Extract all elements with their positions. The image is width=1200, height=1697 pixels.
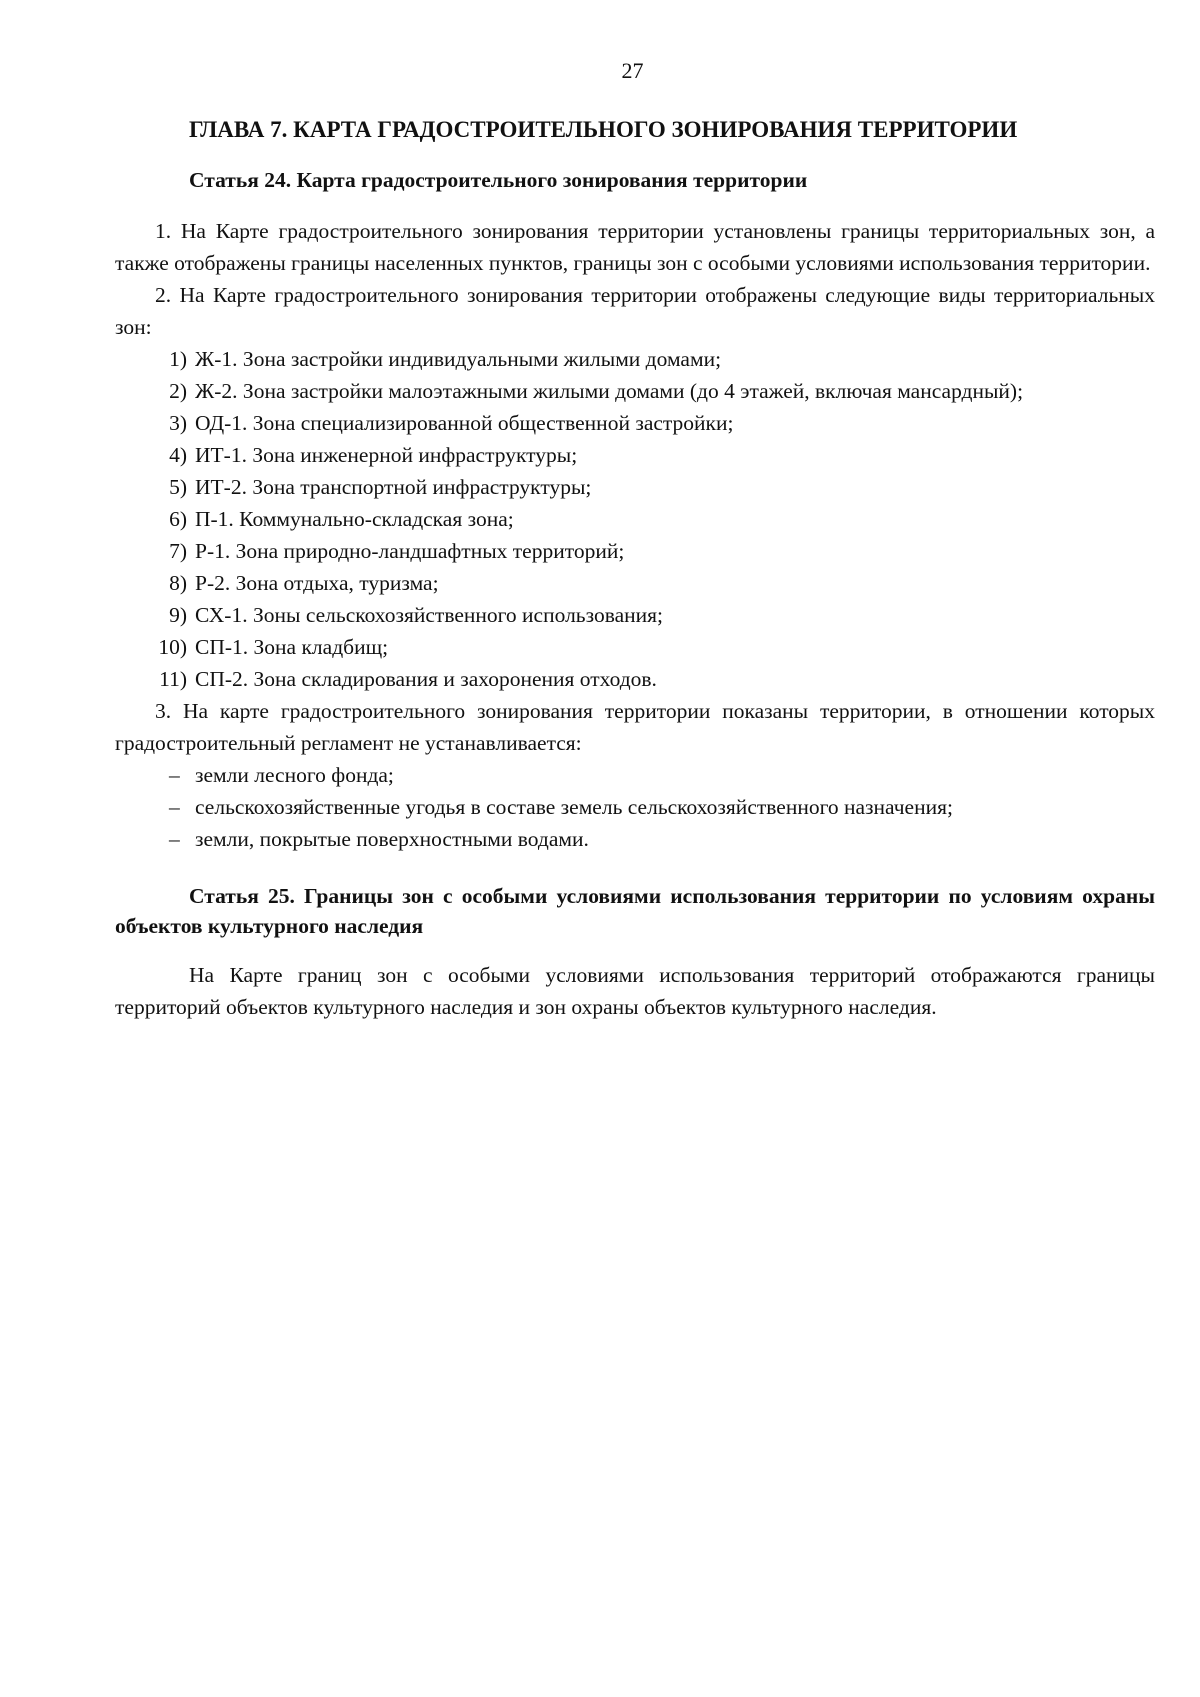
list-item-text: земли лесного фонда;: [195, 763, 394, 787]
article-25-title: Статья 25. Границы зон с особыми условиями использования территории по условиям охраны объектов культурного наследия: [115, 884, 1155, 938]
list-item-number: 11): [159, 667, 187, 691]
list-item-number: 1): [169, 347, 187, 371]
list-item-text: ИТ-1. Зона инженерной инфраструктуры;: [195, 443, 578, 467]
list-item-number: 7): [169, 539, 187, 563]
list-item-text: СП-2. Зона складирования и захоронения отходов.: [195, 667, 657, 691]
article-25-paragraph: На Карте границ зон с особыми условиями использования территорий отображаются границы территорий объектов культурного наследия и зон охраны объектов культурного наследия.: [115, 963, 1155, 1019]
list-item: [115, 567, 1155, 599]
list-item-number: 3): [169, 411, 187, 435]
list-item: [115, 343, 1155, 375]
excluded-lands-list: [115, 759, 1155, 855]
list-item-number: 2): [169, 379, 187, 403]
list-item-text: П-1. Коммунально-складская зона;: [195, 507, 514, 531]
list-item-number: 10): [158, 635, 187, 659]
page-content: [115, 115, 1155, 1023]
list-item: [115, 407, 1155, 439]
list-item-number: 5): [169, 475, 187, 499]
list-item: [115, 823, 1155, 855]
list-item: [115, 663, 1155, 695]
list-item-text: Ж-2. Зона застройки малоэтажными жилыми домами (до 4 этажей, включая мансардный);: [195, 379, 1024, 403]
list-item-text: сельскохозяйственные угодья в составе земель сельскохозяйственного назначения;: [195, 795, 953, 819]
list-item: [115, 759, 1155, 791]
list-item-number: 6): [169, 507, 187, 531]
list-item-text: земли, покрытые поверхностными водами.: [195, 827, 589, 851]
list-item: [115, 535, 1155, 567]
list-item: [115, 503, 1155, 535]
list-item-number: 4): [169, 443, 187, 467]
zone-list: [115, 343, 1155, 695]
list-item: [115, 791, 1155, 823]
list-item: [115, 375, 1155, 407]
list-item: [115, 599, 1155, 631]
list-item-text: ИТ-2. Зона транспортной инфраструктуры;: [195, 475, 592, 499]
list-item-number: 8): [169, 571, 187, 595]
page-number: 27: [621, 58, 644, 83]
article-24-paragraph-3: 3. На карте градостроительного зонирования территории показаны территории, в отношении которых градостроительный регламент не устанавливается:: [115, 699, 1155, 755]
list-item: [115, 471, 1155, 503]
list-item-text: Р-2. Зона отдыха, туризма;: [195, 571, 439, 595]
article-24-paragraph-1: 1. На Карте градостроительного зонирования территории установлены границы территориальных зон, а также отображены границы населенных пунктов, границы зон с особыми условиями использования территории.: [115, 219, 1155, 275]
article-24-title: Статья 24. Карта градостроительного зонирования территории: [189, 168, 808, 192]
chapter-title: ГЛАВА 7. КАРТА ГРАДОСТРОИТЕЛЬНОГО ЗОНИРОВАНИЯ ТЕРРИТОРИИ: [189, 117, 1018, 142]
list-item-text: Р-1. Зона природно-ландшафтных территорий;: [195, 539, 625, 563]
list-item-text: Ж-1. Зона застройки индивидуальными жилыми домами;: [195, 347, 722, 371]
list-item: [115, 631, 1155, 663]
dash-marker: –: [169, 795, 180, 819]
list-item: [115, 439, 1155, 471]
list-item-text: ОД-1. Зона специализированной общественной застройки;: [195, 411, 734, 435]
dash-marker: –: [169, 763, 180, 787]
list-item-number: 9): [169, 603, 187, 627]
list-item-text: СХ-1. Зоны сельскохозяйственного использования;: [195, 603, 664, 627]
article-24-paragraph-2: 2. На Карте градостроительного зонирования территории отображены следующие виды территориальных зон:: [115, 283, 1155, 339]
list-item-text: СП-1. Зона кладбищ;: [195, 635, 389, 659]
dash-marker: –: [169, 827, 180, 851]
